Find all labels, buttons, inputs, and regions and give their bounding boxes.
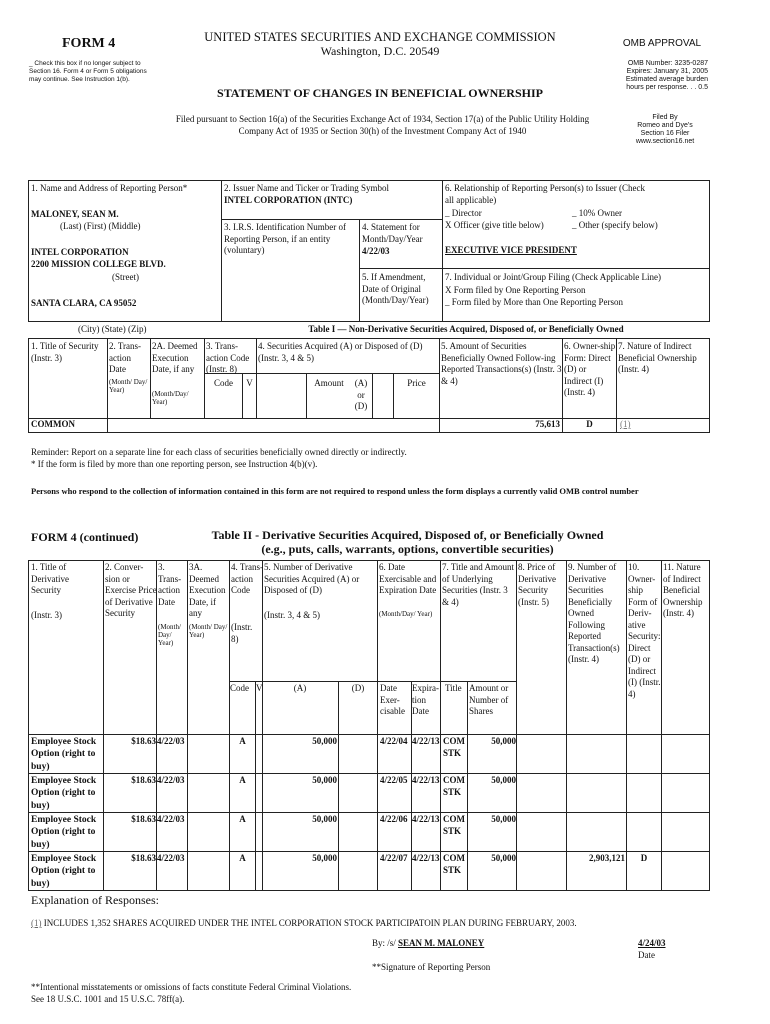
t2-col-number-acquired-instr: (Instr. 3, 4 & 5) (264, 610, 320, 620)
t2-row-underlying-amount: 50,000 (491, 853, 516, 863)
omb-burden-1: Estimated average burden (625, 76, 708, 83)
omb-approval-heading: OMB APPROVAL (622, 38, 702, 49)
issuer-name: INTEL CORPORATION (INTC) (224, 195, 353, 205)
officer-checkbox[interactable]: X Officer (give title below) (445, 220, 544, 230)
table2-title-2: (e.g., puts, calls, warrants, options, convertible securities) (261, 542, 554, 556)
t1-col-transaction-date-format: (Month/ Day/ Year) (109, 378, 148, 394)
reporting-person-name: MALONEY, SEAN M. (31, 209, 119, 219)
t2-row-form: D (640, 853, 648, 863)
footnote-1-marker[interactable]: (1) (31, 918, 42, 928)
t2-col-ownership-form: 10. Owner-ship Form of Deriv-ative Security: Direct (D) or Indirect (I) (Instr. 4) (628, 562, 661, 699)
t2-row-acquired: 50,000 (312, 736, 337, 746)
other-checkbox[interactable]: _ Other (specify below) (572, 220, 658, 230)
t2-row-date: 4/22/03 (157, 775, 185, 785)
t1-sub-code: Code (214, 378, 233, 388)
t1-col-deemed-execution-format: (Month/Day/ Year) (152, 390, 189, 406)
t1-sub-price: Price (407, 378, 426, 388)
t2-row-code: A (239, 853, 246, 863)
t2-row-code: A (239, 814, 246, 824)
t2-col-nature-indirect: 11. Nature of Indirect Beneficial Ownership (Instr. 4) (663, 562, 703, 618)
table1-title: Table I — Non-Derivative Securities Acquired, Disposed of, or Beneficially Owned (308, 324, 624, 334)
signature-date: 4/24/03 (638, 938, 666, 948)
t2-row-title: Employee Stock Option (right to buy) (31, 815, 97, 850)
filed-pursuant-line-1: Filed pursuant to Section 16(a) of the Securities Exchange Act of 1934, Section 17(a) of the Public Utility Holding (175, 114, 590, 124)
t2-row-code: A (239, 736, 246, 746)
t2-col-number-owned: 9. Number of Derivative Securities Beneficially Owned Following Reported Transaction(s) (Instr. 4) (568, 562, 620, 664)
box2-label: 2. Issuer Name and Ticker or Trading Symbol (224, 183, 389, 193)
t1-col-amount-owned: 5. Amount of Securities Beneficially Owned Follow-ing Reported Transactions(s) (Instr. 3 & 4) (441, 341, 562, 386)
t2-row-price: $18.63 (131, 814, 156, 824)
agency-location: Washington, D.C. 20549 (320, 44, 440, 58)
city-state-zip-label: (City) (State) (Zip) (78, 324, 147, 334)
box5-label: 5. If Amendment, Date of Original (Month/Day/Year) (362, 272, 429, 305)
agency-name: UNITED STATES SECURITIES AND EXCHANGE COMMISSION (204, 30, 556, 44)
by-label: By: /s/ (372, 938, 399, 948)
t2-row-exercisable: 4/22/07 (380, 853, 408, 863)
t2-col-title-instr: (Instr. 3) (31, 610, 62, 620)
t2-col-derivative-price: 8. Price of Derivative Security (Instr. 5) (518, 562, 556, 607)
t2-col-transaction-code-instr: (Instr. 8) (231, 622, 253, 644)
t2-row-title: Employee Stock Option (right to buy) (31, 737, 97, 772)
no-longer-subject-checkbox-note[interactable]: _ Check this box if no longer subject to Section 16. Form 4 or Form 5 obligations may continue. See Instruction 1(b). (29, 60, 147, 83)
t2-col-conversion-price: 2. Conver-sion or Exercise Price of Derivative Security (105, 562, 157, 618)
form-title: FORM 4 (62, 36, 116, 51)
t2-sub-amount-shares: Amount or Number of Shares (469, 683, 509, 716)
footnote-1-text: INCLUDES 1,352 SHARES ACQUIRED UNDER THE INTEL CORPORATION STOCK PARTICIPATOIN PLAN DURING FEBRUARY, 2003. (41, 918, 577, 928)
box1-label: 1. Name and Address of Reporting Person* (31, 183, 188, 193)
city-state-zip: SANTA CLARA, CA 95052 (31, 298, 137, 308)
t2-row-underlying-amount: 50,000 (491, 736, 516, 746)
filed-by-2: Romeo and Dye's (637, 122, 693, 129)
t2-col-title-derivative: 1. Title of Derivative Security (31, 562, 69, 595)
t2-row-underlying-amount: 50,000 (491, 775, 516, 785)
director-checkbox[interactable]: _ Director (445, 208, 482, 218)
asterisk-note: * If the form is filed by more than one reporting person, see Instruction 4(b)(v). (31, 459, 318, 469)
filing-one-person-option[interactable]: X Form filed by One Reporting Person (445, 285, 586, 295)
t1-col-securities-acquired: 4. Securities Acquired (A) or Disposed of (D) (Instr. 3, 4 & 5) (258, 341, 423, 363)
t1-row-security: COMMON (31, 419, 75, 429)
t2-col-transaction-code: 4. Trans-action Code (231, 562, 264, 595)
ten-percent-owner-checkbox[interactable]: _ 10% Owner (572, 208, 622, 218)
t2-row-underlying-title: COM STK (443, 736, 465, 758)
t2-row-expiration: 4/22/13 (412, 775, 440, 785)
statement-title: STATEMENT OF CHANGES IN BENEFICIAL OWNERSHIP (217, 86, 543, 100)
t2-col-exercisable-format: (Month/Day/ Year) (379, 610, 433, 618)
filed-by-3: Section 16 Filer (640, 130, 690, 137)
t2-row-date: 4/22/03 (157, 853, 185, 863)
officer-title: EXECUTIVE VICE PRESIDENT (445, 245, 577, 255)
box4-label: 4. Statement for Month/Day/Year (362, 222, 423, 244)
date-label: Date (638, 950, 655, 960)
misstatement-warning-1: **Intentional misstatements or omissions of facts constitute Federal Criminal Violations. (31, 982, 352, 992)
signature-caption: **Signature of Reporting Person (372, 962, 491, 972)
t2-row-expiration: 4/22/13 (412, 853, 440, 863)
t2-col-transaction-date-format: (Month/ Day/ Year) (158, 623, 181, 647)
t2-row-price: $18.63 (131, 775, 156, 785)
filed-by-website[interactable]: www.section16.net (635, 138, 695, 145)
t2-row-owned: 2,903,121 (589, 853, 625, 863)
t2-sub-code: Code (230, 683, 249, 693)
signer-name: SEAN M. MALONEY (398, 938, 485, 948)
t2-row-code: A (239, 775, 246, 785)
t1-col-deemed-execution: 2A. Deemed Execution Date, if any (152, 341, 198, 374)
footnote-1 (31, 918, 577, 930)
box3-label: 3. I.R.S. Identification Number of Reporting Person, if an entity (voluntary) (224, 222, 346, 255)
form4-continued: FORM 4 (continued) (31, 530, 139, 544)
t2-row-price: $18.63 (131, 853, 156, 863)
name-parts-label: (Last) (First) (Middle) (60, 221, 141, 231)
reminder-note: Reminder: Report on a separate line for each class of securities beneficially owned directly or indirectly. (31, 447, 407, 457)
t2-row-exercisable: 4/22/05 (380, 775, 408, 785)
t1-sub-v: V (246, 378, 253, 388)
t2-row-expiration: 4/22/13 (412, 814, 440, 824)
t2-sub-title: Title (445, 683, 462, 693)
t2-row-underlying-title: COM STK (443, 775, 465, 797)
t2-sub-acquired: (A) (293, 683, 307, 693)
omb-expires: Expires: January 31, 2005 (626, 68, 708, 75)
t2-col-deemed-execution: 3A. Deemed Execution Date, if any (189, 562, 226, 618)
t2-row-underlying-title: COM STK (443, 814, 465, 836)
t2-col-underlying: 7. Title and Amount of Underlying Securities (Instr. 3 & 4) (442, 562, 515, 607)
table2-title-1: Table II - Derivative Securities Acquired, Disposed of, or Beneficially Owned (211, 528, 604, 542)
t2-row-acquired: 50,000 (312, 775, 337, 785)
signature-line (372, 938, 484, 950)
filing-multiple-persons-option[interactable]: _ Form filed by More than One Reporting Person (445, 297, 623, 307)
street-label: (Street) (112, 272, 139, 282)
t2-col-deemed-execution-format: (Month/ Day/ Year) (189, 623, 228, 639)
t2-row-expiration: 4/22/13 (412, 736, 440, 746)
t2-row-acquired: 50,000 (312, 814, 337, 824)
t2-row-price: $18.63 (131, 736, 156, 746)
t2-row-acquired: 50,000 (312, 853, 337, 863)
omb-notice: Persons who respond to the collection of information contained in this form are not required to respond unless the form displays a currently valid OMB control number (31, 486, 639, 496)
statement-date: 4/22/03 (362, 246, 390, 256)
t2-row-underlying-amount: 50,000 (491, 814, 516, 824)
street-address: 2200 MISSION COLLEGE BLVD. (31, 259, 166, 269)
t2-col-exercisable-expiration: 6. Date Exercisable and Expiration Date (379, 562, 437, 595)
filed-pursuant-line-2: Company Act of 1935 or Section 30(h) of the Investment Company Act of 1940 (238, 126, 527, 136)
explanation-title: Explanation of Responses: (31, 893, 159, 907)
t1-sub-amount: Amount (314, 378, 344, 388)
t2-row-title: Employee Stock Option (right to buy) (31, 776, 97, 811)
t2-row-exercisable: 4/22/04 (380, 736, 408, 746)
t2-sub-disposed: (D) (351, 683, 365, 693)
t2-row-exercisable: 4/22/06 (380, 814, 408, 824)
t1-sub-a-or-d: (A) or (D) (354, 378, 368, 411)
t2-sub-date-exercisable: Date Exer-cisable (380, 683, 405, 716)
t1-row-ownership: D (586, 419, 593, 429)
t1-row-amount: 75,613 (535, 419, 560, 429)
t2-row-title: Employee Stock Option (right to buy) (31, 854, 97, 889)
t2-sub-expiration: Expira-tion Date (412, 683, 439, 716)
t1-col-ownership-form: 6. Owner-ship Form: Direct (D) or Indirect (I) (Instr. 4) (564, 341, 616, 397)
box7-label: 7. Individual or Joint/Group Filing (Check Applicable Line) (445, 272, 661, 282)
t2-sub-v: V (256, 683, 263, 693)
misstatement-warning-2: See 18 U.S.C. 1001 and 15 U.S.C. 78ff(a). (31, 994, 185, 1004)
t2-col-transaction-date: 3. Trans-action Date (158, 562, 182, 607)
t1-col-transaction-date: 2. Trans-action Date (109, 341, 142, 374)
t2-row-underlying-title: COM STK (443, 853, 465, 875)
t2-col-number-acquired: 5. Number of Derivative Securities Acquired (A) or Disposed of (D) (264, 562, 360, 595)
t2-row-date: 4/22/03 (157, 736, 185, 746)
t2-row-date: 4/22/03 (157, 814, 185, 824)
t1-col-transaction-code: 3. Trans-action Code (Instr. 8) (206, 341, 250, 374)
t1-row-footnote-link[interactable]: (1) (620, 419, 631, 429)
omb-burden-2: hours per response. . . 0.5 (626, 84, 708, 91)
box6-label: 6. Relationship of Reporting Person(s) to Issuer (Check all applicable) (445, 183, 645, 205)
reporting-company: INTEL CORPORATION (31, 247, 129, 257)
omb-number: OMB Number: 3235-0287 (627, 60, 708, 67)
filed-by-1: Filed By (652, 114, 678, 121)
t1-col-nature-indirect: 7. Nature of Indirect Beneficial Ownership (Instr. 4) (618, 341, 697, 374)
t1-col-title-of-security: 1. Title of Security (Instr. 3) (31, 341, 99, 363)
